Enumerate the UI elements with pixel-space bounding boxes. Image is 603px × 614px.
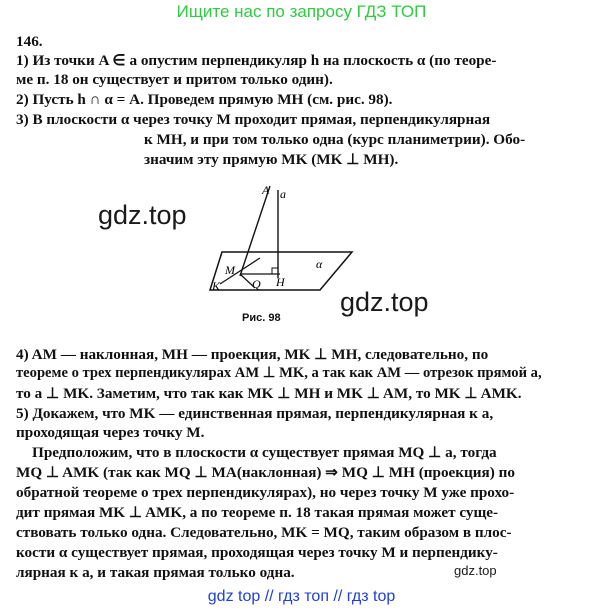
text-line: к MH, и при том только одна (курс планиметрии). Обо- [144, 131, 526, 148]
text-line: 3) В плоскости α через точку M проходит прямая, перпендикулярная [16, 111, 491, 128]
text-line: Предположим, что в плоскости α существует прямая MQ ⊥ a, тогда [32, 444, 497, 461]
text-line: теореме о трех перпендикулярах AM ⊥ MK, а так как AM — отрезок прямой a, [16, 365, 542, 381]
text-line: 4) AM — наклонная, MH — проекция, MK ⊥ MH, следовательно, по [16, 346, 489, 363]
label-M: M [225, 263, 235, 277]
watermark: gdz.top [340, 287, 429, 317]
text-line: ствовать только одна. Следовательно, MK = MQ, таким образом в плос- [16, 524, 512, 541]
text-line: проходящая через точку M. [16, 424, 205, 441]
site-header: Ищите нас по запросу ГДЗ ТОП [176, 2, 427, 21]
text-line: 2) Пусть h ∩ α = A. Проведем прямую MH (см. рис. 98). [16, 91, 393, 108]
right-angle-mark [272, 268, 278, 274]
label-H: H [276, 275, 285, 289]
site-footer: gdz top // гдз топ // гдз top [207, 588, 396, 605]
label-a: a [280, 187, 286, 201]
text-line: 5) Докажем, что MK — единственная прямая, перпендикулярная к a, [16, 405, 494, 422]
text-line: ме п. 18 он существует и притом только один). [16, 71, 333, 88]
line-a [240, 186, 270, 276]
text-line: кости α существует прямая, проходящая через точку M и перпендику- [16, 544, 498, 561]
text-line: 1) Из точки A ∈ a опустим перпендикуляр h на плоскость α (по теоре- [16, 52, 497, 69]
text-line: то a ⊥ MK. Заметим, что так как MK ⊥ MH и MK ⊥ AM, то MK ⊥ AMK. [16, 385, 522, 402]
text-line: MQ ⊥ AMK (так как MQ ⊥ MA(наклонная) ⇒ MQ ⊥ MH (проекция) по [16, 464, 515, 481]
text-line: обратной теореме о трех перпендикулярах), но через точку M уже прохо- [16, 484, 515, 501]
label-K: K [212, 279, 221, 293]
text-line: лярная к a, и такая прямая только одна. [16, 564, 295, 581]
problem-number: 146. [16, 33, 43, 50]
label-alpha: α [316, 257, 323, 271]
figure-caption: Рис. 98 [242, 312, 281, 324]
text-line: значим эту прямую MK (MK ⊥ MH). [144, 151, 399, 168]
label-A: A [262, 184, 270, 197]
watermark: gdz.top [98, 200, 187, 230]
label-Q: Q [252, 277, 261, 291]
text-line: дит прямая MK ⊥ AMK, а по теореме п. 18 такая прямая может суще- [16, 504, 499, 521]
watermark: gdz.top [454, 563, 497, 578]
